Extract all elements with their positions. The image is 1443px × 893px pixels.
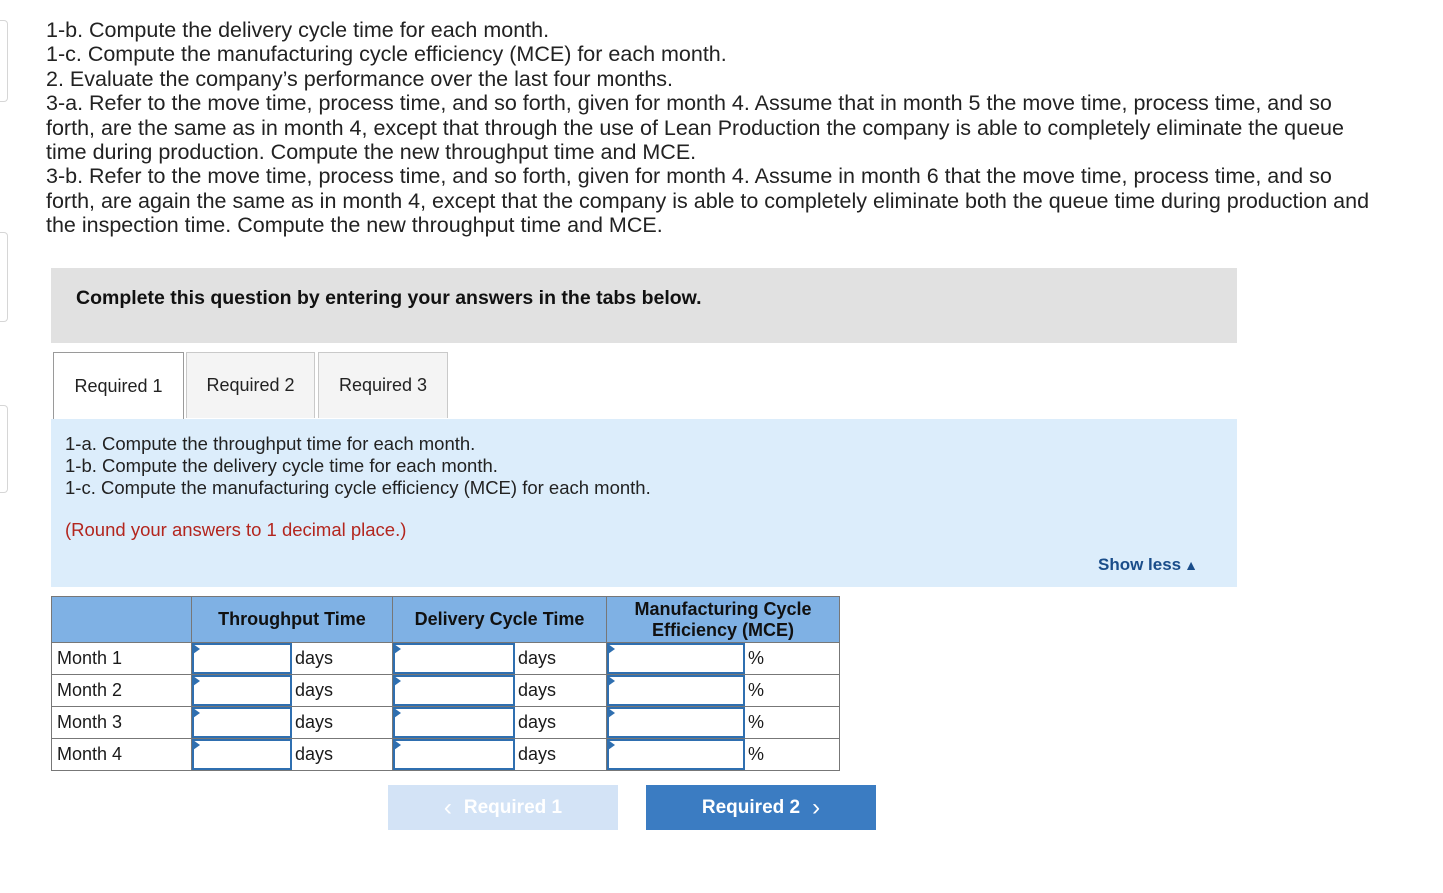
- month-label: Month 1: [52, 643, 192, 675]
- unit-label: %: [748, 712, 765, 732]
- throughput-input[interactable]: [192, 675, 292, 706]
- answer-flag-icon: [193, 644, 200, 654]
- mce-cell: [607, 739, 840, 771]
- delivery-cell: [393, 643, 607, 675]
- chevron-left-icon: ‹: [443, 793, 452, 821]
- answer-flag-icon: [193, 708, 200, 718]
- answer-flag-icon: [394, 644, 401, 654]
- triangle-up-icon: ▲: [1184, 557, 1198, 573]
- answer-table: [51, 596, 840, 771]
- delivery-header: Delivery Cycle Time: [393, 597, 607, 643]
- throughput-input[interactable]: [192, 739, 292, 770]
- intro-line: 2. Evaluate the company’s performance over the last four months.: [46, 66, 674, 91]
- table-row: [52, 675, 840, 707]
- unit-label: %: [748, 680, 765, 700]
- delivery-cell: [393, 707, 607, 739]
- show-less-label: Show less: [1098, 555, 1182, 574]
- table-header-row: [52, 597, 840, 643]
- prev-button-label: Required 1: [463, 796, 563, 818]
- prev-required-button[interactable]: [388, 785, 618, 830]
- throughput-header: Throughput Time: [192, 597, 393, 643]
- month-label: Month 2: [52, 675, 192, 707]
- panel-line: 1-a. Compute the throughput time for each month.: [65, 433, 476, 454]
- answer-flag-icon: [608, 676, 615, 686]
- unit-label: %: [748, 744, 765, 764]
- panel-line: 1-b. Compute the delivery cycle time for each month.: [65, 455, 498, 476]
- intro-line: 1-c. Compute the manufacturing cycle efficiency (MCE) for each month.: [46, 42, 727, 67]
- answer-flag-icon: [193, 740, 200, 750]
- table-row: [52, 739, 840, 771]
- corner-header: [52, 597, 192, 643]
- unit-label: days: [295, 648, 334, 668]
- tab-required-1[interactable]: Required 1: [53, 352, 184, 419]
- unit-label: days: [518, 712, 557, 732]
- mce-header: Manufacturing Cycle Efficiency (MCE): [607, 597, 840, 643]
- answer-flag-icon: [394, 740, 401, 750]
- unit-label: days: [295, 712, 334, 732]
- edge-panel-fragment: [0, 405, 8, 493]
- panel-line: 1-c. Compute the manufacturing cycle efficiency (MCE) for each month.: [65, 477, 651, 498]
- month-label: Month 4: [52, 739, 192, 771]
- mce-input[interactable]: [607, 675, 745, 706]
- unit-label: %: [748, 648, 765, 668]
- unit-label: days: [518, 648, 557, 668]
- answer-flag-icon: [394, 676, 401, 686]
- delivery-cell: [393, 675, 607, 707]
- throughput-cell: [192, 675, 393, 707]
- tab-required-2[interactable]: Required 2: [186, 352, 315, 418]
- unit-label: days: [295, 744, 334, 764]
- answer-flag-icon: [608, 708, 615, 718]
- mce-cell: [607, 675, 840, 707]
- answer-flag-icon: [193, 676, 200, 686]
- edge-panel-fragment: [0, 20, 8, 102]
- throughput-cell: [192, 643, 393, 675]
- unit-label: days: [518, 680, 557, 700]
- question-text: [46, 18, 1376, 238]
- unit-label: days: [518, 744, 557, 764]
- mce-input[interactable]: [607, 643, 745, 674]
- tab-bar: [51, 352, 1237, 420]
- next-required-button[interactable]: [646, 785, 876, 830]
- delivery-input[interactable]: [393, 739, 515, 770]
- rounding-note: (Round your answers to 1 decimal place.): [65, 519, 407, 540]
- mce-input[interactable]: [607, 707, 745, 738]
- chevron-right-icon: ›: [812, 793, 821, 821]
- delivery-input[interactable]: [393, 675, 515, 706]
- show-less-link[interactable]: [1098, 555, 1198, 575]
- mce-cell: [607, 643, 840, 675]
- next-button-label: Required 2: [701, 796, 801, 818]
- month-label: Month 3: [52, 707, 192, 739]
- answer-flag-icon: [608, 740, 615, 750]
- mce-cell: [607, 707, 840, 739]
- table-row: [52, 707, 840, 739]
- delivery-input[interactable]: [393, 707, 515, 738]
- throughput-input[interactable]: [192, 643, 292, 674]
- intro-line: 1-b. Compute the delivery cycle time for each month.: [46, 18, 550, 42]
- table-row: [52, 643, 840, 675]
- delivery-cell: [393, 739, 607, 771]
- edge-panel-fragment: [0, 232, 8, 322]
- throughput-cell: [192, 707, 393, 739]
- answer-flag-icon: [608, 644, 615, 654]
- instruction-banner: Complete this question by entering your answers in the tabs below.: [51, 268, 1237, 343]
- mce-input[interactable]: [607, 739, 745, 770]
- tab-panel: [51, 419, 1237, 587]
- throughput-cell: [192, 739, 393, 771]
- intro-line: 3-a. Refer to the move time, process time, and so forth, given for month 4. Assume that in month 5 the move time, process time, and so forth, are the same as in month 4, except that through the use of Lean Production the company is able to completely eliminate the queue time during production. Compute the new throughput time and MCE.: [46, 91, 1344, 165]
- intro-line: 3-b. Refer to the move time, process time, and so forth, given for month 4. Assume in month 6 that the move time, process time, and so forth, are again the same as in month 4, except that the company is able to completely eliminate both the queue time during production and the inspection time. Compute the new throughput time and MCE.: [46, 164, 1370, 238]
- answer-flag-icon: [394, 708, 401, 718]
- unit-label: days: [295, 680, 334, 700]
- throughput-input[interactable]: [192, 707, 292, 738]
- tab-required-3[interactable]: Required 3: [318, 352, 448, 418]
- panel-instructions: [65, 433, 651, 499]
- delivery-input[interactable]: [393, 643, 515, 674]
